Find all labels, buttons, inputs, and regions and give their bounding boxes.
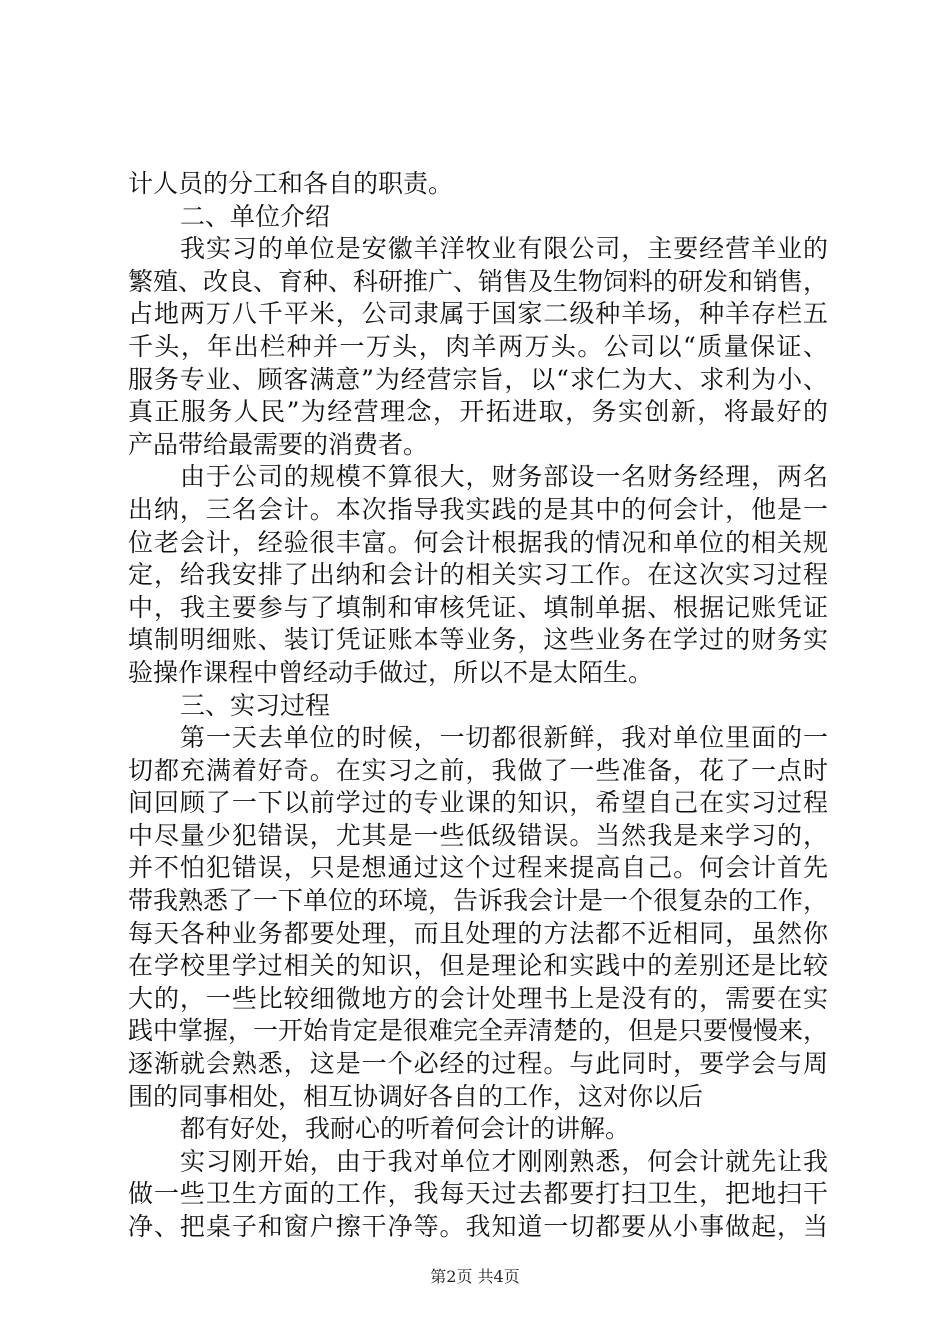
text-line: 实习刚开始，由于我对单位才刚刚熟悉，何会计就先让我	[180, 1146, 828, 1176]
text-line: 做一些卫生方面的工作，我每天过去都要打扫卫生，把地扫干	[128, 1179, 828, 1209]
text-line: 第一天去单位的时候，一切都很新鲜，我对单位里面的一	[180, 723, 828, 753]
text-line: 繁殖、改良、育种、科研推广、销售及生物饲料的研发和销售，	[128, 266, 828, 296]
text-line: 围的同事相处，相互协调好各自的工作，这对你以后	[128, 1081, 704, 1111]
section-heading: 三、实习过程	[180, 690, 331, 720]
text-line: 计人员的分工和各自的职责。	[128, 169, 454, 198]
text-line: 每天各种业务都要处理，而且处理的方法都不近相同，虽然你	[128, 918, 828, 948]
text-line: 净、把桌子和窗户擦干净等。我知道一切都要从小事做起，当	[128, 1212, 828, 1241]
text-line: 间回顾了一下以前学过的专业课的知识，希望自己在实习过程	[128, 788, 828, 818]
text-line: 位老会计，经验很丰富。何会计根据我的情况和单位的相关规	[128, 527, 828, 557]
text-line: 带我熟悉了一下单位的环境，告诉我会计是一个很复杂的工作，	[128, 886, 828, 916]
text-line: 中尽量少犯错误，尤其是一些低级错误。当然我是来学习的，	[128, 820, 828, 850]
text-line: 千头，年出栏种并一万头，肉羊两万头。公司以“质量保证、	[128, 331, 828, 361]
page-number: 第2页 共4页	[430, 1267, 520, 1286]
text-line: 真正服务人民”为经营理念，开拓进取，务实创新，将最好的	[128, 397, 828, 427]
text-line: 服务专业、顾客满意”为经营宗旨，以“求仁为大、求利为小、	[128, 364, 828, 394]
text-line: 填制明细账、装订凭证账本等业务，这些业务在学过的财务实	[128, 625, 828, 655]
section-heading: 二、单位介绍	[180, 201, 331, 231]
text-line: 出纳，三名会计。本次指导我实践的是其中的何会计，他是一	[128, 494, 828, 524]
text-line: 由于公司的规模不算很大，财务部设一名财务经理，两名	[180, 462, 828, 492]
text-line: 我实习的单位是安徽羊洋牧业有限公司，主要经营羊业的	[180, 234, 828, 264]
text-line: 大的，一些比较细微地方的会计处理书上是没有的，需要在实	[128, 983, 828, 1013]
text-line: 切都充满着好奇。在实习之前，我做了一些准备，花了一点时	[128, 755, 828, 785]
text-line: 并不怕犯错误，只是想通过这个过程来提高自己。何会计首先	[128, 853, 828, 883]
text-line: 中，我主要参与了填制和审核凭证、填制单据、根据记账凭证	[128, 592, 828, 622]
text-line: 占地两万八千平米，公司隶属于国家二级种羊场，种羊存栏五	[128, 299, 828, 329]
text-line: 验操作课程中曾经动手做过，所以不是太陌生。	[128, 657, 654, 687]
document-body	[128, 168, 828, 1244]
text-line: 定，给我安排了出纳和会计的相关实习工作。在这次实习过程	[128, 560, 828, 590]
text-line: 逐渐就会熟悉，这是一个必经的过程。与此同时，要学会与周	[128, 1049, 828, 1079]
text-line: 产品带给最需要的消费者。	[128, 429, 429, 459]
text-line: 都有好处，我耐心的听着何会计的讲解。	[180, 1114, 631, 1144]
text-line: 践中掌握，一开始肯定是很难完全弄清楚的，但是只要慢慢来，	[128, 1016, 828, 1046]
text-line: 在学校里学过相关的知识，但是理论和实践中的差别还是比较	[128, 951, 828, 981]
